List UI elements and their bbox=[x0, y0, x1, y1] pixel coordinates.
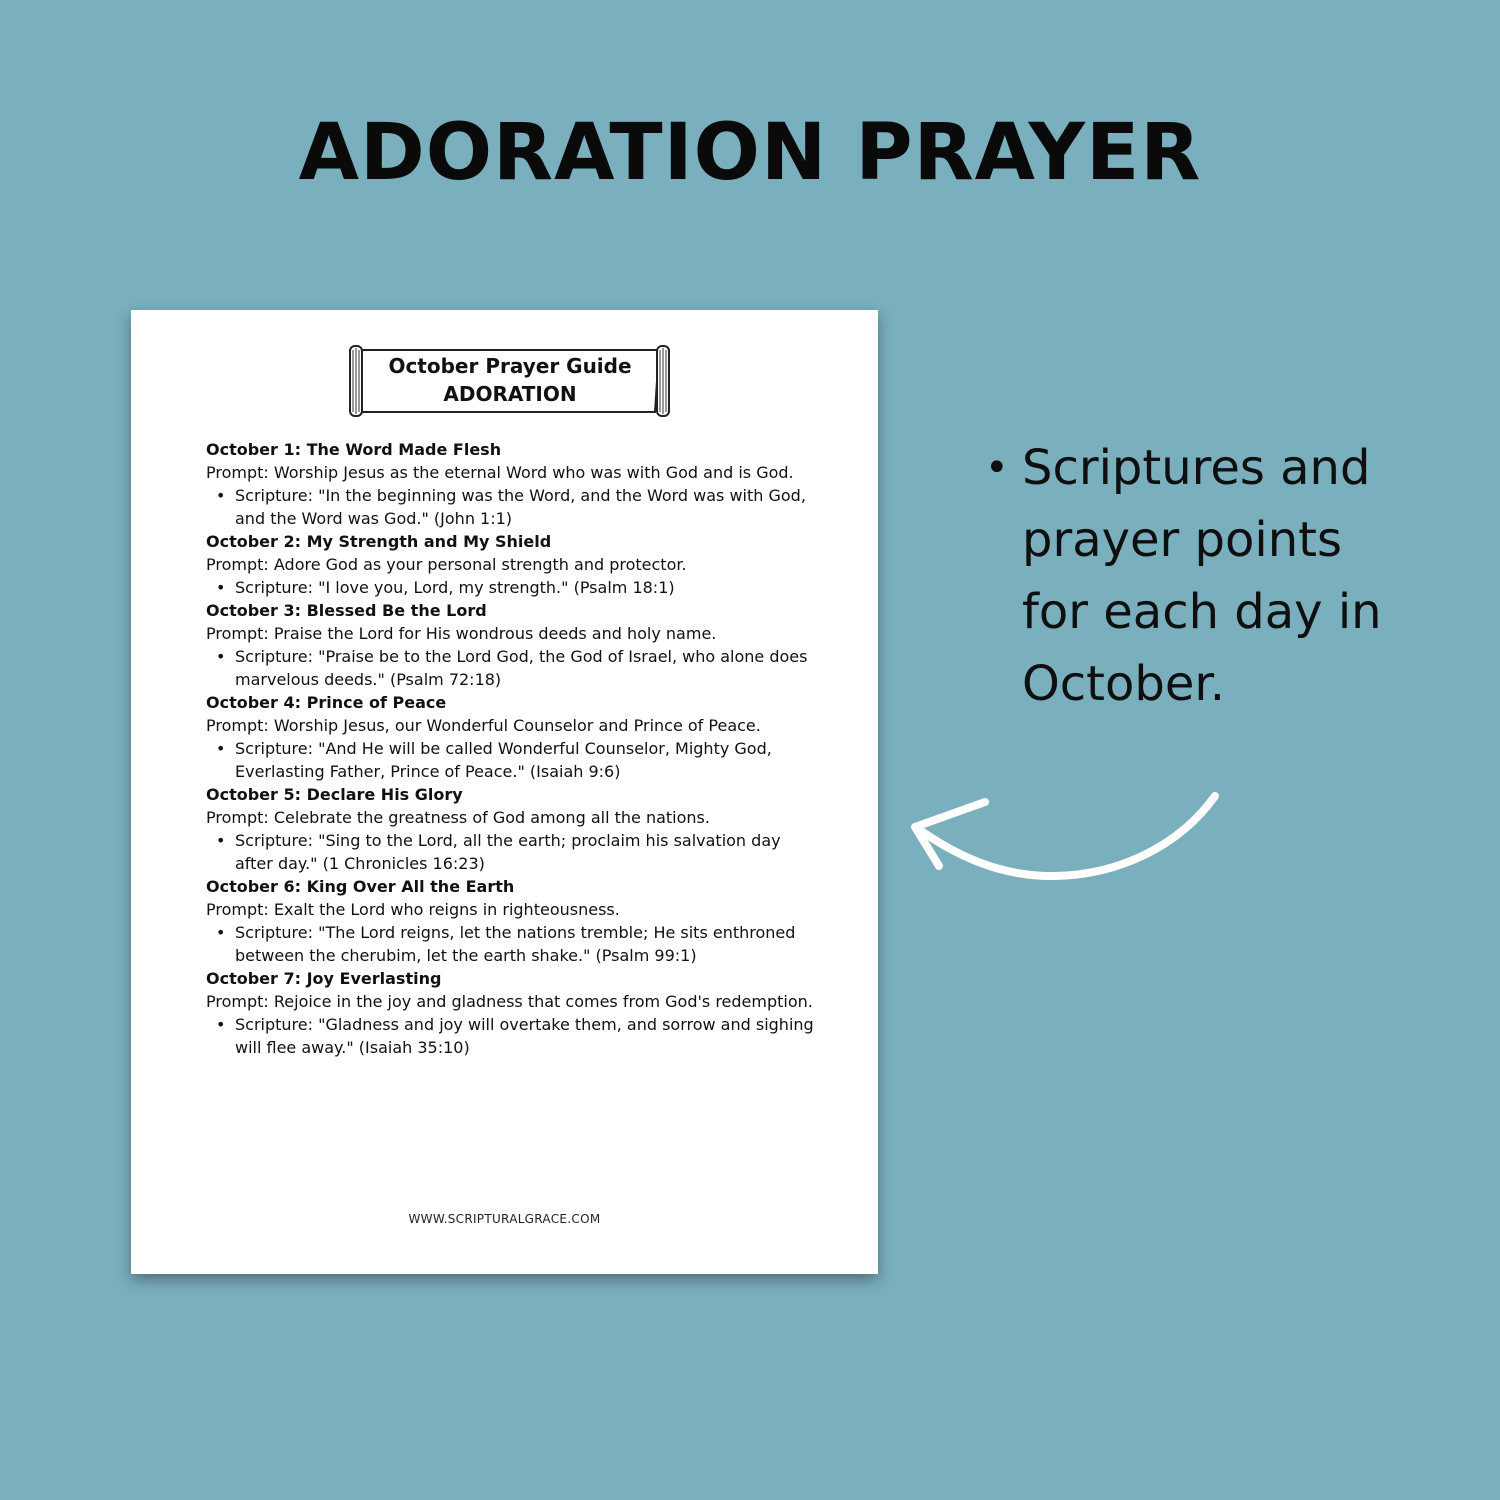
prayer-entry bbox=[206, 599, 816, 691]
bullet-icon: • bbox=[216, 923, 226, 942]
bullet-icon: • bbox=[216, 739, 226, 758]
side-note-text: Scriptures and prayer points for each day in October. bbox=[1022, 440, 1382, 712]
prayer-entry bbox=[206, 438, 816, 530]
entry-scripture bbox=[206, 829, 816, 875]
entry-prompt: Prompt: Worship Jesus, our Wonderful Counselor and Prince of Peace. bbox=[206, 716, 761, 735]
entry-title: October 5: Declare His Glory bbox=[206, 785, 463, 804]
page-title: ADORATION PRAYER bbox=[298, 108, 1202, 198]
entry-scripture bbox=[206, 921, 816, 967]
entry-prompt: Prompt: Celebrate the greatness of God among all the nations. bbox=[206, 808, 710, 827]
entry-title: October 7: Joy Everlasting bbox=[206, 969, 442, 988]
website-footer: WWW.SCRIPTURALGRACE.COM bbox=[408, 1212, 601, 1226]
entry-prompt: Prompt: Adore God as your personal strength and protector. bbox=[206, 555, 687, 574]
bullet-icon: • bbox=[216, 486, 226, 505]
prayer-entries bbox=[206, 438, 816, 1059]
entry-title: October 3: Blessed Be the Lord bbox=[206, 601, 487, 620]
entry-scripture bbox=[206, 576, 816, 599]
banner-text bbox=[349, 352, 671, 408]
scripture-text: Scripture: "Gladness and joy will overtake them, and sorrow and sighing will flee away." (Isaiah 35:10) bbox=[235, 1015, 814, 1057]
prayer-entry bbox=[206, 967, 816, 1059]
side-bullet: • bbox=[985, 445, 1009, 491]
entry-prompt: Prompt: Praise the Lord for His wondrous deeds and holy name. bbox=[206, 624, 717, 643]
side-note bbox=[985, 432, 1405, 720]
entry-title: October 1: The Word Made Flesh bbox=[206, 440, 502, 459]
bullet-icon: • bbox=[216, 578, 226, 597]
scripture-text: Scripture: "I love you, Lord, my strength." (Psalm 18:1) bbox=[235, 578, 675, 597]
prayer-entry bbox=[206, 783, 816, 875]
bullet-icon: • bbox=[216, 647, 226, 666]
scripture-text: Scripture: "In the beginning was the Word, and the Word was with God, and the Word was God." (John 1:1) bbox=[235, 486, 806, 528]
prayer-entry bbox=[206, 530, 816, 599]
curved-arrow-icon bbox=[895, 780, 1235, 890]
bullet-icon: • bbox=[216, 1015, 226, 1034]
entry-prompt: Prompt: Exalt the Lord who reigns in righteousness. bbox=[206, 900, 620, 919]
banner-title: October Prayer Guide bbox=[388, 354, 632, 378]
scripture-text: Scripture: "And He will be called Wonderful Counselor, Mighty God, Everlasting Father, Prince of Peace." (Isaiah 9:6) bbox=[235, 739, 772, 781]
scripture-text: Scripture: "Praise be to the Lord God, the God of Israel, who alone does marvelous deeds." (Psalm 72:18) bbox=[235, 647, 808, 689]
bullet-icon: • bbox=[216, 831, 226, 850]
scripture-text: Scripture: "Sing to the Lord, all the earth; proclaim his salvation day after day." (1 Chronicles 16:23) bbox=[235, 831, 781, 873]
prayer-entry bbox=[206, 691, 816, 783]
entry-scripture bbox=[206, 737, 816, 783]
prayer-guide-page bbox=[131, 310, 878, 1274]
entry-scripture bbox=[206, 484, 816, 530]
entry-prompt: Prompt: Rejoice in the joy and gladness that comes from God's redemption. bbox=[206, 992, 813, 1011]
scroll-banner bbox=[349, 344, 671, 418]
entry-prompt: Prompt: Worship Jesus as the eternal Word who was with God and is God. bbox=[206, 463, 794, 482]
prayer-entry bbox=[206, 875, 816, 967]
scripture-text: Scripture: "The Lord reigns, let the nations tremble; He sits enthroned between the cherubim, let the earth shake." (Psalm 99:1) bbox=[235, 923, 796, 965]
banner-subtitle: ADORATION bbox=[443, 382, 577, 406]
entry-scripture bbox=[206, 1013, 816, 1059]
entry-title: October 4: Prince of Peace bbox=[206, 693, 447, 712]
entry-scripture bbox=[206, 645, 816, 691]
entry-title: October 2: My Strength and My Shield bbox=[206, 532, 552, 551]
entry-title: October 6: King Over All the Earth bbox=[206, 877, 515, 896]
